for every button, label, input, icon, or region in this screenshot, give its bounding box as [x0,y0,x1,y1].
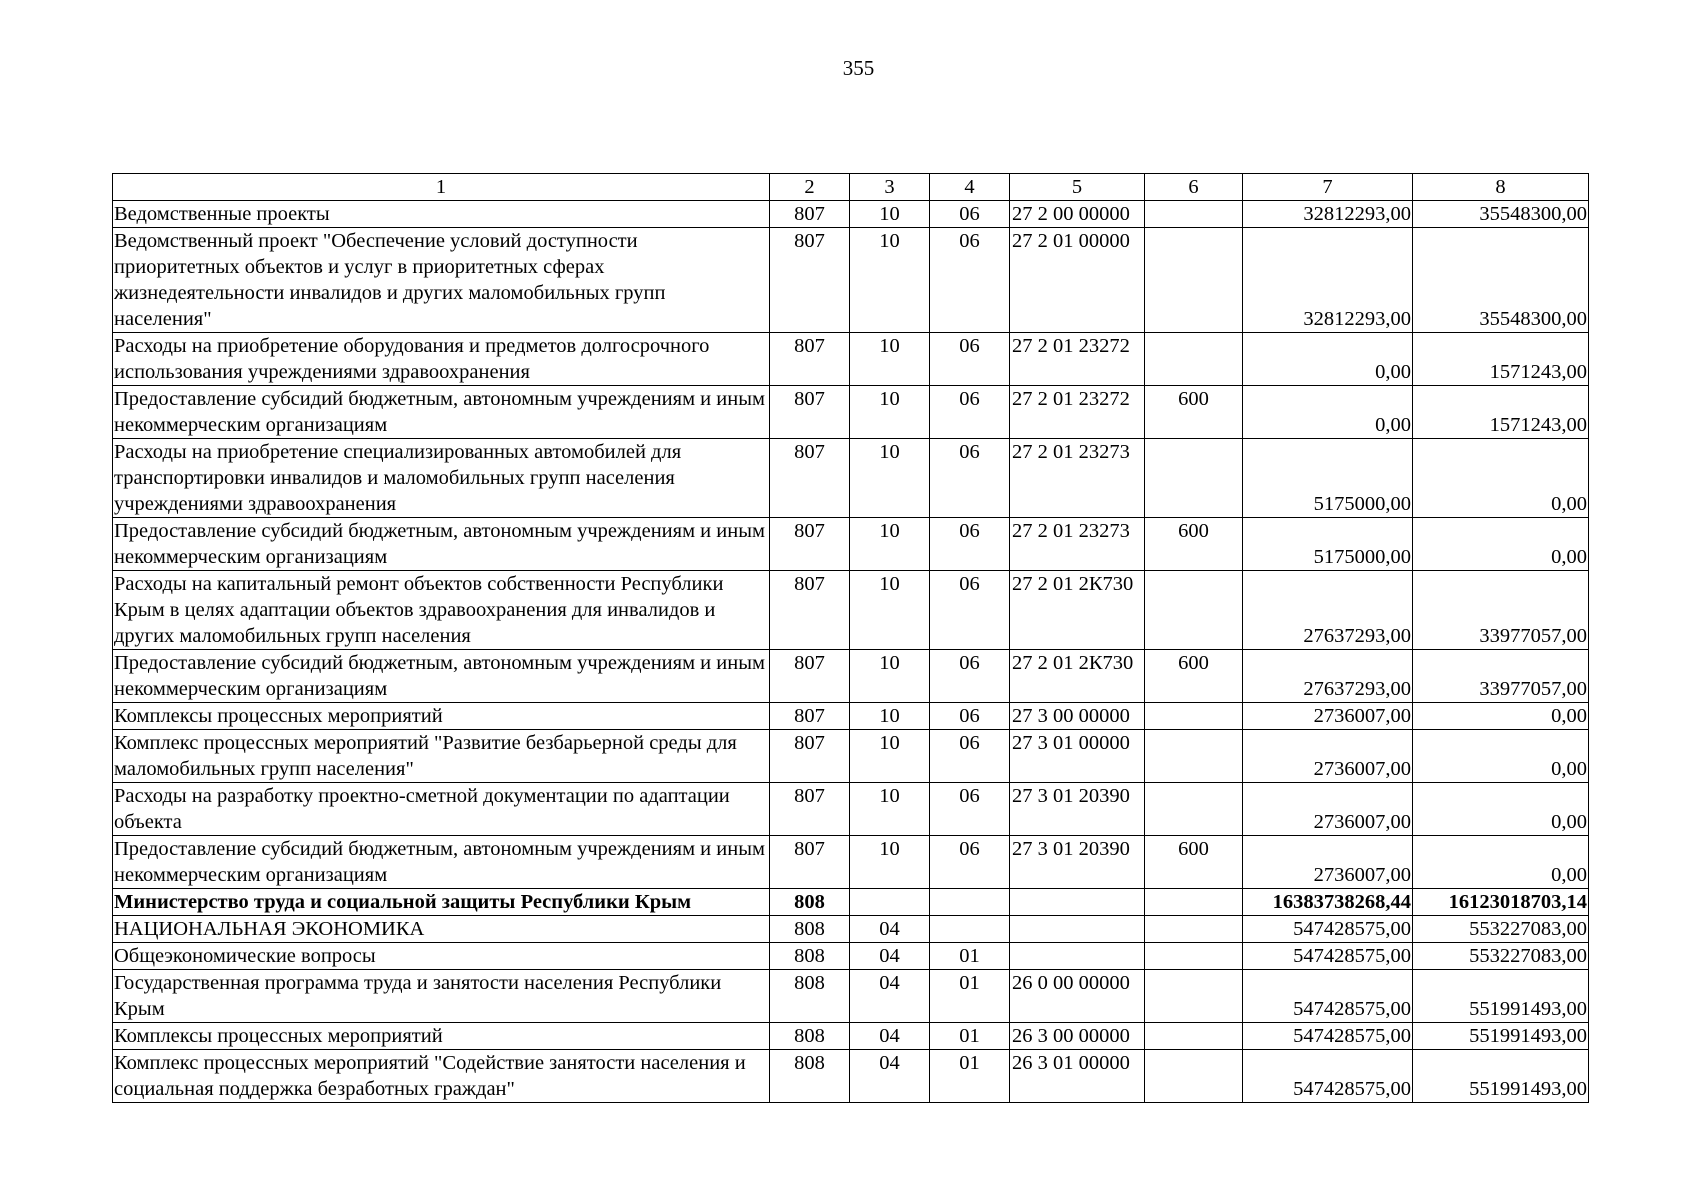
row-amount-1-cell: 5175000,00 [1243,518,1413,571]
row-section-cell: 04 [850,1023,930,1050]
row-code-cell: 807 [770,439,850,518]
row-name-cell: Государственная программа труда и занятости населения Республики Крым [113,970,770,1023]
row-amount-2-cell: 1571243,00 [1413,333,1589,386]
page-number: 355 [842,56,875,80]
row-amount-2-cell: 35548300,00 [1413,201,1589,228]
table-row [113,916,1589,943]
row-section-cell: 10 [850,783,930,836]
row-name-cell: Расходы на приобретение специализированных автомобилей для транспортировки инвалидов и маломобильных групп населения учреждениями здравоохранения [113,439,770,518]
row-code-cell: 807 [770,228,850,333]
row-expense-type-cell: 600 [1145,518,1243,571]
row-expense-type-cell [1145,571,1243,650]
row-name-cell: Комплекс процессных мероприятий "Развитие безбарьерной среды для маломобильных групп населения" [113,730,770,783]
row-target-article-cell: 27 2 01 23272 [1010,386,1145,439]
row-amount-1-cell: 32812293,00 [1243,201,1413,228]
row-code-cell: 807 [770,386,850,439]
row-amount-1-cell: 2736007,00 [1243,703,1413,730]
row-name-cell: Предоставление субсидий бюджетным, автономным учреждениям и иным некоммерческим организациям [113,386,770,439]
row-expense-type-cell [1145,1023,1243,1050]
row-expense-type-cell: 600 [1145,836,1243,889]
table-row [113,201,1589,228]
row-subsection-cell [930,916,1010,943]
row-target-article-cell: 27 2 01 23272 [1010,333,1145,386]
table-row [113,518,1589,571]
row-amount-2-cell: 33977057,00 [1413,650,1589,703]
row-section-cell: 04 [850,943,930,970]
row-section-cell: 10 [850,571,930,650]
header-cell: 6 [1145,174,1243,201]
row-expense-type-cell [1145,889,1243,916]
row-expense-type-cell [1145,1050,1243,1103]
row-amount-1-cell: 547428575,00 [1243,1050,1413,1103]
row-amount-2-cell: 0,00 [1413,730,1589,783]
row-amount-1-cell: 27637293,00 [1243,650,1413,703]
row-section-cell: 10 [850,650,930,703]
row-code-cell: 807 [770,783,850,836]
row-subsection-cell: 06 [930,650,1010,703]
row-section-cell: 10 [850,703,930,730]
row-expense-type-cell [1145,730,1243,783]
header-cell: 7 [1243,174,1413,201]
row-code-cell: 807 [770,703,850,730]
row-expense-type-cell: 600 [1145,650,1243,703]
row-name-cell: Расходы на капитальный ремонт объектов собственности Республики Крым в целях адаптации объектов здравоохранения для инвалидов и других маломобильных групп населения [113,571,770,650]
row-amount-1-cell: 2736007,00 [1243,730,1413,783]
table-row [113,439,1589,518]
row-target-article-cell: 26 3 00 00000 [1010,1023,1145,1050]
row-expense-type-cell [1145,783,1243,836]
row-section-cell: 04 [850,916,930,943]
row-code-cell: 807 [770,518,850,571]
row-target-article-cell: 26 0 00 00000 [1010,970,1145,1023]
row-target-article-cell: 26 3 01 00000 [1010,1050,1145,1103]
table-row [113,889,1589,916]
row-target-article-cell: 27 3 01 20390 [1010,836,1145,889]
row-target-article-cell: 27 2 01 23273 [1010,439,1145,518]
row-code-cell: 807 [770,836,850,889]
table-body [113,174,1589,1103]
row-amount-1-cell: 16383738268,44 [1243,889,1413,916]
table-row [113,1023,1589,1050]
row-subsection-cell [930,889,1010,916]
row-code-cell: 808 [770,889,850,916]
row-name-cell: Расходы на приобретение оборудования и предметов долгосрочного использования учреждениями здравоохранения [113,333,770,386]
row-name-cell: Комплексы процессных мероприятий [113,1023,770,1050]
table-row [113,333,1589,386]
row-subsection-cell: 06 [930,439,1010,518]
row-name-cell: Предоставление субсидий бюджетным, автономным учреждениям и иным некоммерческим организациям [113,518,770,571]
row-subsection-cell: 06 [930,730,1010,783]
row-subsection-cell: 06 [930,386,1010,439]
row-code-cell: 807 [770,571,850,650]
row-target-article-cell: 27 2 01 23273 [1010,518,1145,571]
table-header-row [113,174,1589,201]
table-row [113,386,1589,439]
table-row [113,703,1589,730]
row-code-cell: 808 [770,943,850,970]
row-code-cell: 808 [770,970,850,1023]
row-expense-type-cell [1145,439,1243,518]
row-code-cell: 807 [770,201,850,228]
row-amount-2-cell: 0,00 [1413,439,1589,518]
row-amount-1-cell: 32812293,00 [1243,228,1413,333]
row-target-article-cell [1010,889,1145,916]
row-amount-1-cell: 547428575,00 [1243,970,1413,1023]
row-amount-2-cell: 33977057,00 [1413,571,1589,650]
row-subsection-cell: 01 [930,970,1010,1023]
table-row [113,1050,1589,1103]
row-amount-1-cell: 0,00 [1243,386,1413,439]
row-section-cell: 04 [850,1050,930,1103]
row-subsection-cell: 01 [930,943,1010,970]
row-amount-1-cell: 547428575,00 [1243,943,1413,970]
table-row [113,943,1589,970]
row-amount-1-cell: 27637293,00 [1243,571,1413,650]
row-section-cell: 10 [850,439,930,518]
row-amount-1-cell: 547428575,00 [1243,1023,1413,1050]
row-amount-1-cell: 547428575,00 [1243,916,1413,943]
row-amount-2-cell: 551991493,00 [1413,970,1589,1023]
row-code-cell: 808 [770,1023,850,1050]
table-row [113,650,1589,703]
row-expense-type-cell [1145,916,1243,943]
row-name-cell: Ведомственный проект "Обеспечение условий доступности приоритетных объектов и услуг в приоритетных сферах жизнедеятельности инвалидов и других маломобильных групп населения" [113,228,770,333]
row-subsection-cell: 06 [930,836,1010,889]
row-code-cell: 807 [770,333,850,386]
row-subsection-cell: 06 [930,333,1010,386]
budget-table [112,173,1589,1103]
row-name-cell: Министерство труда и социальной защиты Республики Крым [113,889,770,916]
row-target-article-cell: 27 3 01 20390 [1010,783,1145,836]
header-cell: 4 [930,174,1010,201]
row-expense-type-cell [1145,201,1243,228]
header-cell: 1 [113,174,770,201]
row-target-article-cell: 27 2 01 00000 [1010,228,1145,333]
row-section-cell: 10 [850,836,930,889]
row-amount-2-cell: 0,00 [1413,783,1589,836]
row-section-cell: 10 [850,228,930,333]
row-amount-2-cell: 553227083,00 [1413,943,1589,970]
table-row [113,783,1589,836]
row-amount-2-cell: 0,00 [1413,703,1589,730]
row-subsection-cell: 06 [930,703,1010,730]
row-section-cell: 04 [850,970,930,1023]
row-name-cell: Комплексы процессных мероприятий [113,703,770,730]
row-subsection-cell: 06 [930,783,1010,836]
row-amount-2-cell: 1571243,00 [1413,386,1589,439]
row-amount-2-cell: 551991493,00 [1413,1023,1589,1050]
row-subsection-cell: 01 [930,1023,1010,1050]
header-cell: 5 [1010,174,1145,201]
row-amount-1-cell: 2736007,00 [1243,783,1413,836]
row-subsection-cell: 06 [930,201,1010,228]
row-section-cell: 10 [850,386,930,439]
row-section-cell: 10 [850,730,930,783]
row-section-cell: 10 [850,201,930,228]
row-subsection-cell: 06 [930,518,1010,571]
row-amount-2-cell: 16123018703,14 [1413,889,1589,916]
header-cell: 2 [770,174,850,201]
header-cell: 8 [1413,174,1589,201]
row-expense-type-cell [1145,970,1243,1023]
row-name-cell: Предоставление субсидий бюджетным, автономным учреждениям и иным некоммерческим организациям [113,836,770,889]
table-row [113,228,1589,333]
row-target-article-cell: 27 2 01 2К730 [1010,571,1145,650]
row-target-article-cell: 27 2 00 00000 [1010,201,1145,228]
row-code-cell: 807 [770,650,850,703]
row-subsection-cell: 06 [930,571,1010,650]
row-section-cell: 10 [850,518,930,571]
row-subsection-cell: 01 [930,1050,1010,1103]
row-amount-2-cell: 0,00 [1413,518,1589,571]
row-amount-2-cell: 0,00 [1413,836,1589,889]
row-target-article-cell [1010,943,1145,970]
header-cell: 3 [850,174,930,201]
row-name-cell: Предоставление субсидий бюджетным, автономным учреждениям и иным некоммерческим организациям [113,650,770,703]
row-amount-1-cell: 2736007,00 [1243,836,1413,889]
row-amount-2-cell: 551991493,00 [1413,1050,1589,1103]
row-section-cell: 10 [850,333,930,386]
row-amount-1-cell: 5175000,00 [1243,439,1413,518]
row-name-cell: Ведомственные проекты [113,201,770,228]
row-target-article-cell: 27 3 00 00000 [1010,703,1145,730]
row-expense-type-cell [1145,943,1243,970]
row-amount-2-cell: 553227083,00 [1413,916,1589,943]
table-row [113,970,1589,1023]
row-code-cell: 807 [770,730,850,783]
table-row [113,730,1589,783]
row-name-cell: НАЦИОНАЛЬНАЯ ЭКОНОМИКА [113,916,770,943]
row-name-cell: Общеэкономические вопросы [113,943,770,970]
row-code-cell: 808 [770,1050,850,1103]
row-name-cell: Комплекс процессных мероприятий "Содействие занятости населения и социальная поддержка безработных граждан" [113,1050,770,1103]
row-target-article-cell: 27 3 01 00000 [1010,730,1145,783]
row-amount-1-cell: 0,00 [1243,333,1413,386]
row-expense-type-cell: 600 [1145,386,1243,439]
row-expense-type-cell [1145,333,1243,386]
row-expense-type-cell [1145,228,1243,333]
table-row [113,571,1589,650]
row-code-cell: 808 [770,916,850,943]
table-row [113,836,1589,889]
row-subsection-cell: 06 [930,228,1010,333]
row-section-cell [850,889,930,916]
row-name-cell: Расходы на разработку проектно-сметной документации по адаптации объекта [113,783,770,836]
row-target-article-cell [1010,916,1145,943]
row-expense-type-cell [1145,703,1243,730]
row-amount-2-cell: 35548300,00 [1413,228,1589,333]
row-target-article-cell: 27 2 01 2К730 [1010,650,1145,703]
